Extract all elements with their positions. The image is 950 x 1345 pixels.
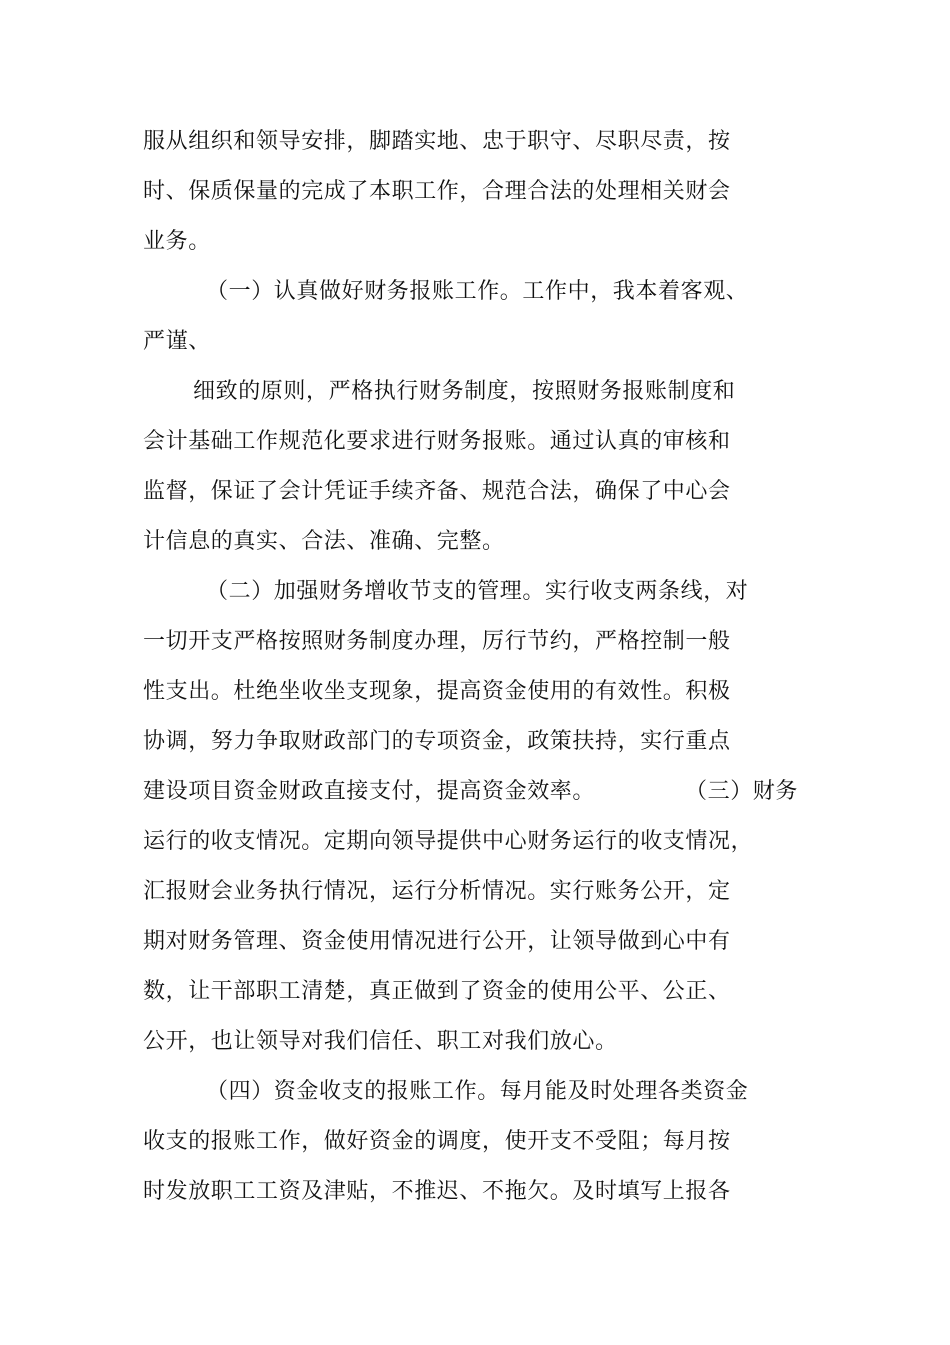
text-line: 时、保质保量的完成了本职工作，合理合法的处理相关财会: [143, 179, 731, 204]
text-line: 细致的原则，严格执行财务制度，按照财务报账制度和: [193, 379, 736, 404]
text-line: 时发放职工工资及津贴，不推迟、不拖欠。及时填写上报各: [143, 1179, 731, 1204]
text-line: 收支的报账工作，做好资金的调度，使开支不受阻；每月按: [143, 1129, 731, 1154]
text-line: 计信息的真实、合法、准确、完整。: [143, 529, 505, 554]
text-line: （一）认真做好财务报账工作。工作中，我本着客观、: [206, 279, 749, 304]
text-line: （四）资金收支的报账工作。每月能及时处理各类资金: [206, 1079, 749, 1104]
text-line: 监督，保证了会计凭证手续齐备、规范合法，确保了中心会: [143, 479, 731, 504]
text-line: （二）加强财务增收节支的管理。实行收支两条线，对: [206, 579, 749, 604]
text-line: 业务。: [143, 229, 211, 254]
text-line: 期对财务管理、资金使用情况进行公开，让领导做到心中有: [143, 929, 731, 954]
text-line: 协调，努力争取财政部门的专项资金，政策扶持，实行重点: [143, 729, 731, 754]
text-line: （三）财务: [685, 779, 799, 804]
text-line: 服从组织和领导安排，脚踏实地、忠于职守、尽职尽责，按: [143, 129, 731, 154]
text-line: 性支出。杜绝坐收坐支现象，提高资金使用的有效性。积极: [143, 679, 731, 704]
text-line: 运行的收支情况。定期向领导提供中心财务运行的收支情况，: [143, 829, 754, 854]
text-line: 严谨、: [143, 329, 211, 354]
text-line: 一切开支严格按照财务制度办理，厉行节约，严格控制一般: [143, 629, 731, 654]
text-line: 建设项目资金财政直接支付，提高资金效率。: [143, 779, 596, 804]
text-line: 数，让干部职工清楚，真正做到了资金的使用公平、公正、: [143, 979, 731, 1004]
text-line: 汇报财会业务执行情况，运行分析情况。实行账务公开，定: [143, 879, 731, 904]
text-line: 公开，也让领导对我们信任、职工对我们放心。: [143, 1029, 618, 1054]
text-line: 会计基础工作规范化要求进行财务报账。通过认真的审核和: [143, 429, 731, 454]
